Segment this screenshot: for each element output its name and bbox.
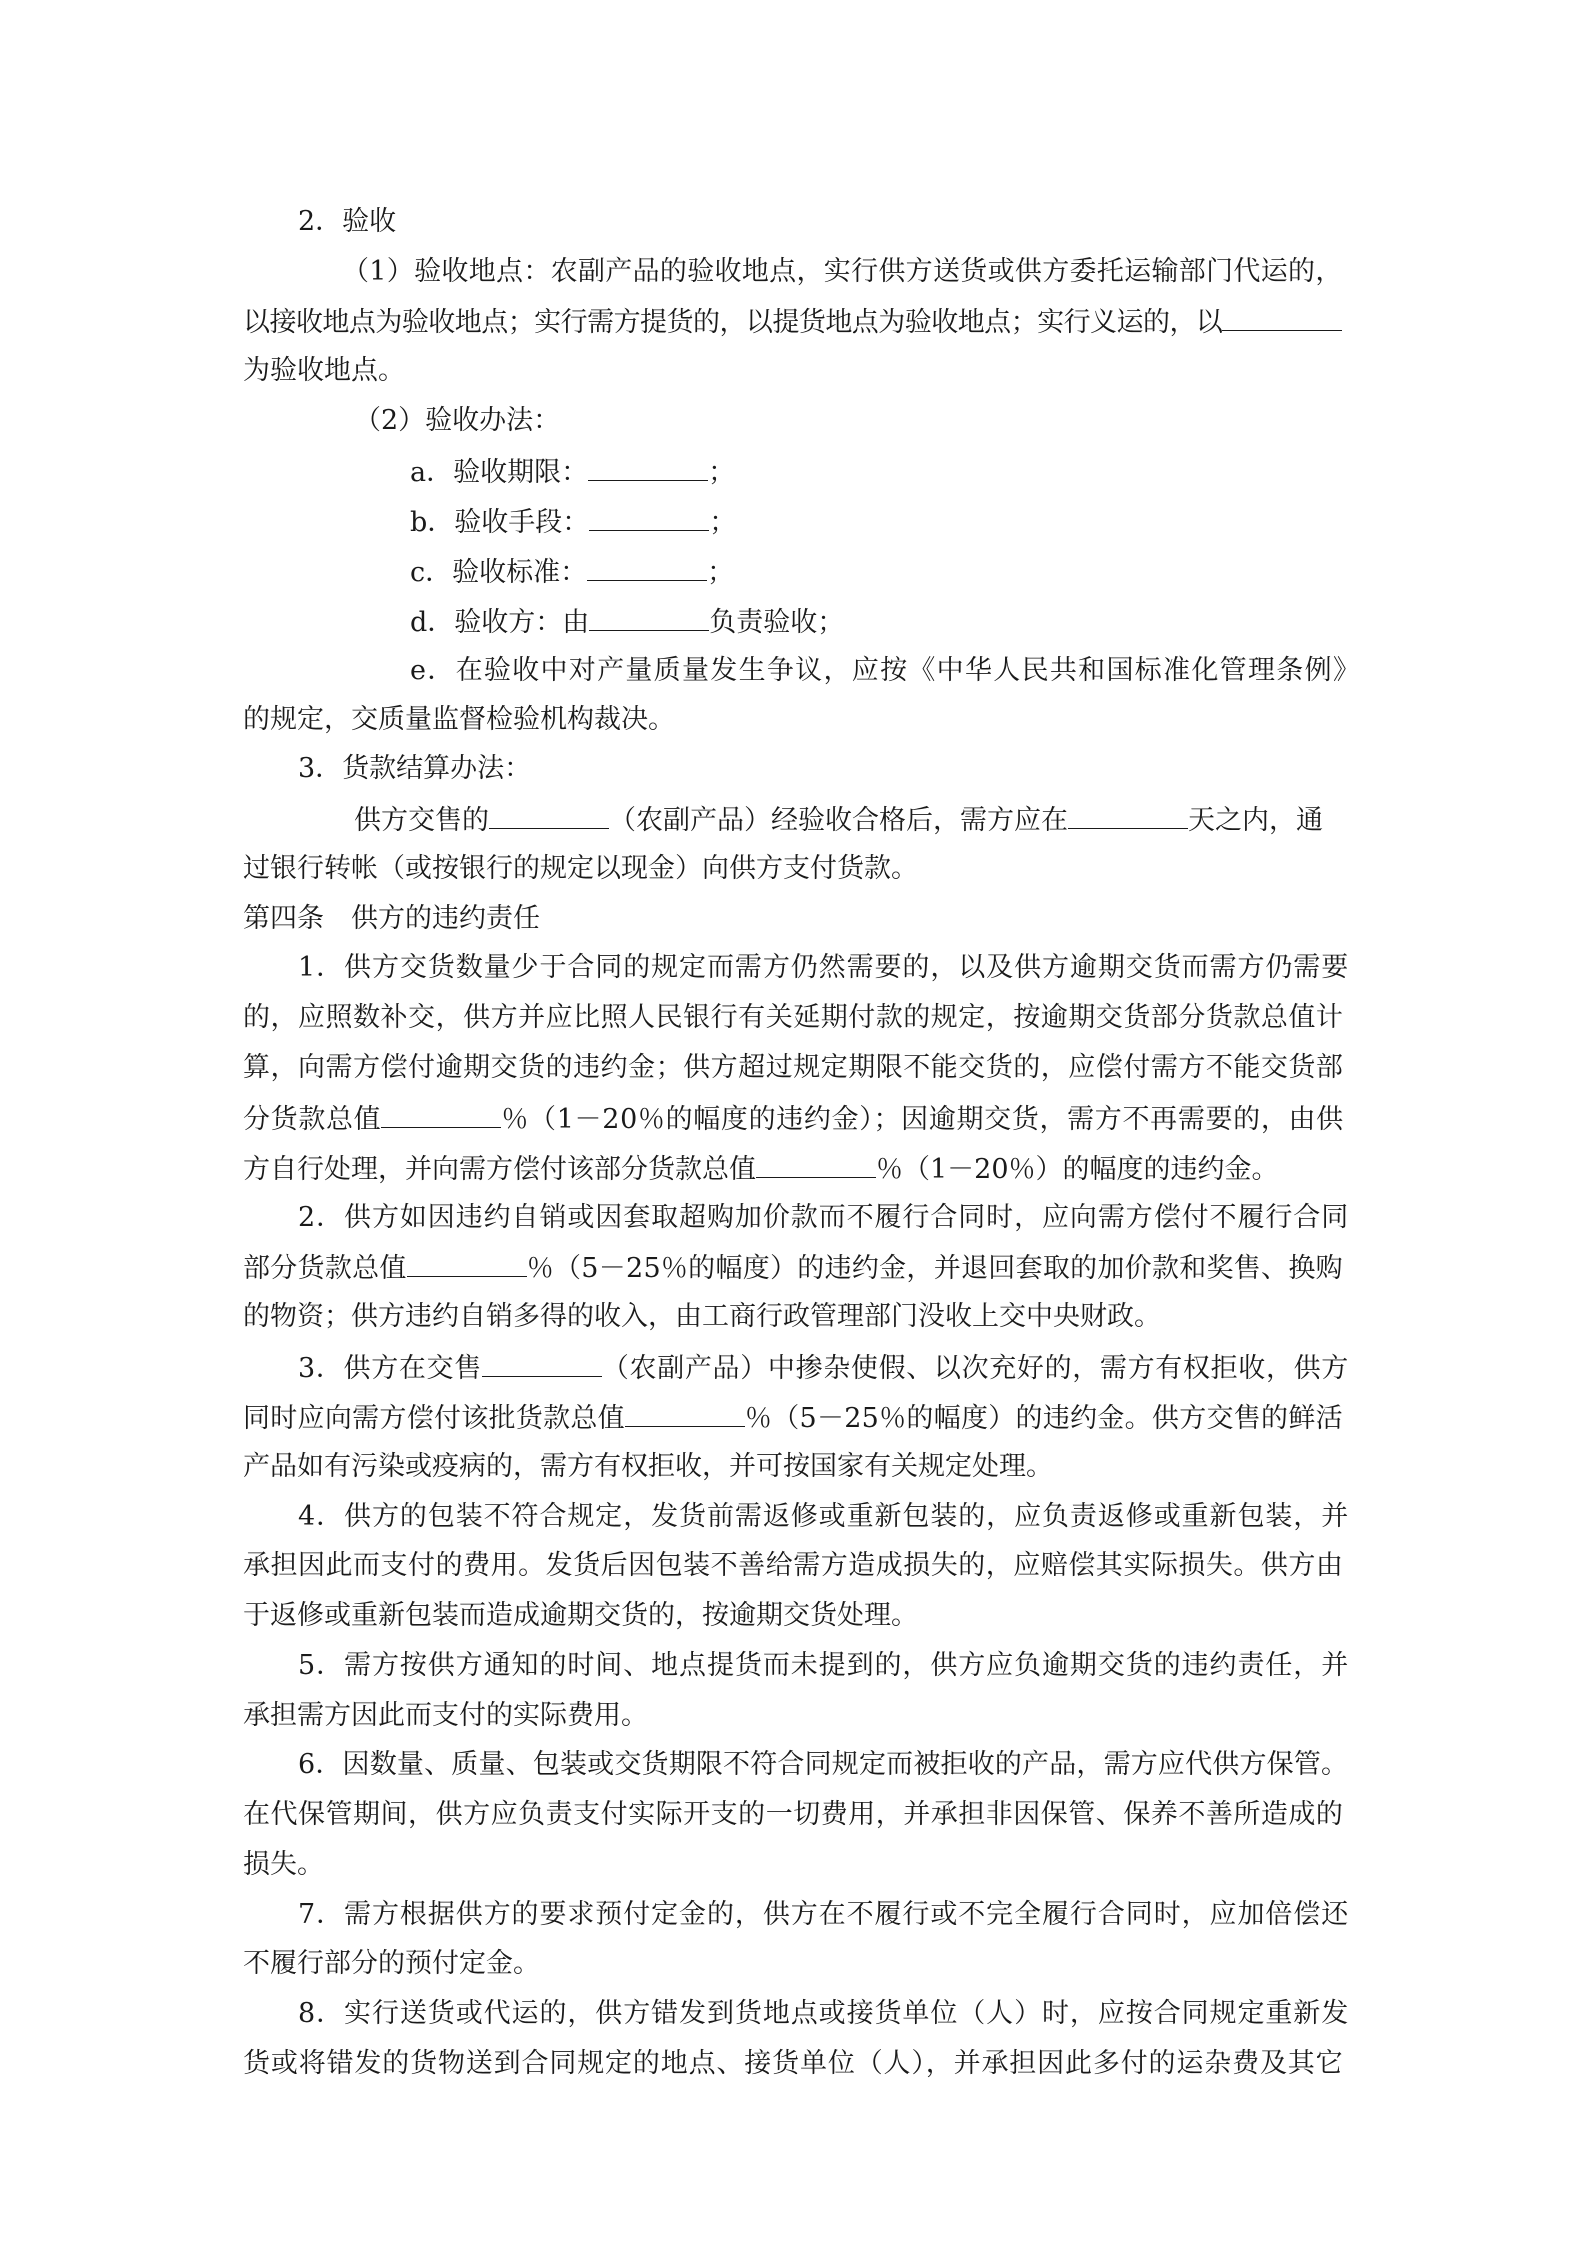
paragraph-line bbox=[342, 255, 1342, 289]
text: 以接收地点为验收地点；实行需方提货的，以提货地点为验收地点；实行义运的，以 bbox=[243, 307, 1223, 338]
paragraph-line bbox=[243, 1101, 1343, 1135]
section-heading-acceptance bbox=[298, 205, 396, 239]
text: 负责验收； bbox=[709, 607, 845, 638]
text: 供方交售的 bbox=[354, 805, 489, 836]
text: 4．供方的包装不符合规定，发货前需返修或重新包装的，应负责返修或重新包装，并 bbox=[298, 1501, 1350, 1532]
paragraph-line bbox=[243, 1400, 1343, 1434]
fill-blank-field[interactable] bbox=[625, 1400, 745, 1427]
fill-blank-field[interactable] bbox=[381, 1101, 501, 1128]
text: （2）验收办法： bbox=[354, 405, 561, 436]
section-heading-payment bbox=[298, 752, 531, 786]
text: ； bbox=[707, 557, 735, 588]
fill-blank-field[interactable] bbox=[589, 604, 709, 631]
list-item bbox=[410, 504, 736, 538]
subsection-heading bbox=[354, 404, 560, 438]
paragraph-line bbox=[243, 1151, 1279, 1185]
text: 过银行转帐（或按银行的规定以现金）向供方支付货款。 bbox=[243, 853, 918, 884]
paragraph-line bbox=[243, 1699, 648, 1733]
text: 同时应向需方偿付该批货款总值 bbox=[243, 1403, 625, 1434]
text: 的物资；供方违约自销多得的收入，由工商行政管理部门没收上交中央财政。 bbox=[243, 1301, 1161, 1332]
paragraph-line bbox=[298, 1500, 1348, 1534]
text: ％（5－25％的幅度）的违约金。供方交售的鲜活 bbox=[744, 1403, 1343, 1434]
fill-blank-field[interactable] bbox=[756, 1151, 876, 1178]
text: 分货款总值 bbox=[243, 1104, 382, 1135]
text: 损失。 bbox=[243, 1849, 324, 1880]
text: 3．货款结算办法： bbox=[298, 753, 532, 784]
paragraph-line bbox=[243, 1250, 1343, 1284]
paragraph-line bbox=[298, 1748, 1348, 1782]
text: 的规定，交质量监督检验机构裁决。 bbox=[243, 704, 675, 735]
text: 1．供方交货数量少于合同的规定而需方仍然需要的，以及供方逾期交货而需方仍需要 bbox=[298, 952, 1350, 983]
text: 7．需方根据供方的要求预付定金的，供方在不履行或不完全履行合同时，应加倍偿还 bbox=[298, 1899, 1350, 1930]
text: 的，应照数补交，供方并应比照人民银行有关延期付款的规定，按逾期交货部分货款总值计 bbox=[243, 1002, 1344, 1033]
text: 天之内，通 bbox=[1188, 805, 1323, 836]
paragraph-line bbox=[243, 2047, 1343, 2081]
text: 货或将错发的货物送到合同规定的地点、接货单位（人），并承担因此多付的运杂费及其它 bbox=[243, 2048, 1344, 2079]
text: ； bbox=[708, 457, 736, 488]
text: 部分货款总值 bbox=[243, 1253, 407, 1284]
paragraph-line bbox=[298, 1898, 1348, 1932]
text: e．在验收中对产量质量发生争议，应按《中华人民共和国标准化管理条例》 bbox=[410, 655, 1362, 686]
fill-blank-field[interactable] bbox=[1222, 304, 1342, 331]
text: b．验收手段： bbox=[410, 507, 590, 538]
text: 第四条 供方的违约责任 bbox=[243, 903, 540, 934]
text: 6．因数量、质量、包装或交货期限不符合同规定而被拒收的产品，需方应代供方保管。 bbox=[298, 1749, 1349, 1780]
text: （农副产品）经验收合格后，需方应在 bbox=[609, 805, 1068, 836]
paragraph-line bbox=[298, 1201, 1348, 1235]
text: （1）验收地点：农副产品的验收地点，实行供方送货或供方委托运输部门代运的， bbox=[342, 256, 1343, 287]
paragraph-line bbox=[298, 1350, 1348, 1384]
paragraph-line bbox=[243, 1848, 324, 1882]
paragraph-line bbox=[243, 1001, 1343, 1035]
text: 为验收地点。 bbox=[243, 355, 405, 386]
paragraph-line bbox=[243, 1947, 540, 1981]
paragraph-line bbox=[243, 703, 675, 737]
text: 产品如有污染或疫病的，需方有权拒收，并可按国家有关规定处理。 bbox=[243, 1451, 1053, 1482]
fill-blank-field[interactable] bbox=[482, 1350, 602, 1377]
fill-blank-field[interactable] bbox=[1068, 802, 1188, 829]
text: ％（1－20％的幅度的违约金）；因逾期交货，需方不再需要的，由供 bbox=[501, 1104, 1344, 1135]
paragraph-line bbox=[243, 304, 1343, 338]
paragraph-line bbox=[243, 852, 918, 886]
text: 8．实行送货或代运的，供方错发到货地点或接货单位（人）时，应按合同规定重新发 bbox=[298, 1998, 1350, 2029]
paragraph-line bbox=[354, 802, 1323, 836]
paragraph-line bbox=[243, 1300, 1161, 1334]
text: 2．供方如因违约自销或因套取超购加价款而不履行合同时，应向需方偿付不履行合同 bbox=[298, 1202, 1350, 1233]
text: 在代保管期间，供方应负责支付实际开支的一切费用，并承担非因保管、保养不善所造成的 bbox=[243, 1799, 1344, 1830]
list-item bbox=[410, 554, 734, 588]
text: ％（1－20％）的幅度的违约金。 bbox=[876, 1154, 1279, 1185]
paragraph-line bbox=[243, 1549, 1343, 1583]
text: 承担因此而支付的费用。发货后因包装不善给需方造成损失的，应赔偿其实际损失。供方由 bbox=[243, 1550, 1344, 1581]
fill-blank-field[interactable] bbox=[588, 454, 708, 481]
text: ； bbox=[709, 507, 737, 538]
text: 不履行部分的预付定金。 bbox=[243, 1948, 540, 1979]
paragraph-line bbox=[298, 1649, 1348, 1683]
fill-blank-field[interactable] bbox=[587, 554, 707, 581]
text: 5．需方按供方通知的时间、地点提货而未提到的，供方应负逾期交货的违约责任，并 bbox=[298, 1650, 1350, 1681]
text: 3．供方在交售 bbox=[298, 1353, 482, 1384]
article-heading bbox=[243, 902, 540, 936]
list-item bbox=[410, 604, 844, 638]
text: d．验收方：由 bbox=[410, 607, 590, 638]
paragraph-line bbox=[243, 354, 405, 388]
text: a．验收期限： bbox=[410, 457, 589, 488]
paragraph-line bbox=[243, 1599, 918, 1633]
paragraph-line bbox=[298, 951, 1348, 985]
text: c．验收标准： bbox=[410, 557, 588, 588]
fill-blank-field[interactable] bbox=[407, 1250, 527, 1277]
text: 算，向需方偿付逾期交货的违约金；供方超过规定期限不能交货的，应偿付需方不能交货部 bbox=[243, 1052, 1344, 1083]
list-item bbox=[410, 454, 735, 488]
paragraph-line bbox=[298, 1997, 1348, 2031]
text: （农副产品）中掺杂使假、以次充好的，需方有权拒收，供方 bbox=[601, 1353, 1349, 1384]
paragraph-line bbox=[243, 1051, 1343, 1085]
text: 方自行处理，并向需方偿付该部分货款总值 bbox=[243, 1154, 756, 1185]
text: 承担需方因此而支付的实际费用。 bbox=[243, 1700, 648, 1731]
fill-blank-field[interactable] bbox=[589, 504, 709, 531]
text: 于返修或重新包装而造成逾期交货的，按逾期交货处理。 bbox=[243, 1600, 918, 1631]
list-item bbox=[410, 654, 1360, 688]
paragraph-line bbox=[243, 1450, 1053, 1484]
text: ％（5－25％的幅度）的违约金，并退回套取的加价款和奖售、换购 bbox=[526, 1253, 1343, 1284]
fill-blank-field[interactable] bbox=[489, 802, 609, 829]
text: 2．验收 bbox=[298, 206, 397, 237]
paragraph-line bbox=[243, 1798, 1343, 1832]
